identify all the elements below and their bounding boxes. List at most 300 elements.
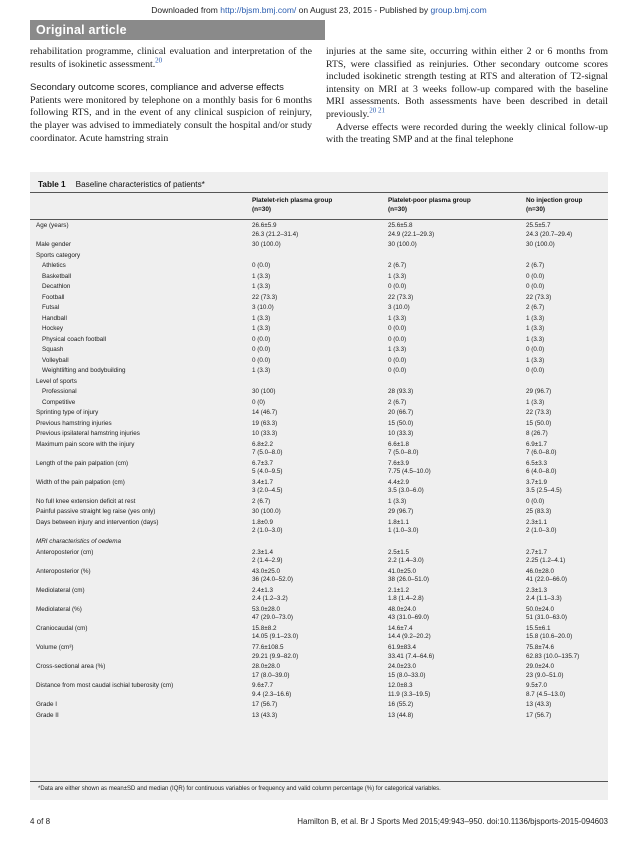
cell-value: 25.6±5.8 [388,222,413,229]
cell-value: 20 (66.7) [388,409,414,417]
cell-value: 75.8±74.6 [526,644,554,651]
row-cell [388,357,406,366]
cell-median: 11.9 (3.3–19.5) [388,690,431,698]
row-cell [526,304,544,313]
cell-median: 33.41 (7.4–64.6) [388,652,435,660]
cell-value: 3.7±1.9 [526,478,547,486]
cell-value: 7.6±3.9 [388,459,409,467]
cell-value: 2 (6.7) [252,497,271,505]
table-title [38,180,205,189]
subheading: Secondary outcome scores, compliance and adverse effects [30,82,284,94]
row-cell [526,336,544,345]
table-rule-bottom [30,781,608,782]
cell-value: 2.7±1.7 [526,548,547,556]
cell-value: 30 (100) [252,388,276,396]
row-label: Squash [42,346,64,354]
cell-value: 1.8±0.9 [252,518,273,526]
row-label: Craniocaudal (cm) [36,624,88,632]
cell-median: 3 (2.0–4.5) [252,487,283,495]
row-label: Volleyball [42,356,69,364]
row-label: Days between injury and intervention (days) [36,518,159,526]
cell-value: 1 (3.3) [388,272,407,280]
row-label: MRI characteristics of oedema [36,538,122,545]
row-cell [526,294,551,303]
row-cell [252,315,270,324]
cell-value: 3 (10.0) [252,304,274,312]
row-cell [252,568,293,585]
cell-value: 4.4±2.9 [388,478,409,486]
row-label: Cross-sectional area (%) [36,663,106,671]
cell-value: 3.4±1.7 [252,478,273,486]
row-cell [526,663,563,680]
header-prp [252,196,332,214]
row-label: Anteroposterior (cm) [36,548,94,556]
cell-value: 0 (0.0) [252,262,271,270]
cell-value: 24.0±23.0 [388,663,416,671]
row-cell [252,498,270,507]
banner-prefix: Downloaded from [151,5,221,15]
cell-value: 0 (0) [252,398,265,406]
cell-value: 13 (44.8) [388,711,414,719]
row-cell [526,325,544,334]
cell-value: 1 (3.3) [388,497,407,505]
cell-value: 2.4±1.3 [252,586,273,594]
cell-value: 1 (3.3) [252,283,271,291]
row-cell [526,283,544,292]
cell-value: 0 (0.0) [252,356,271,364]
section-label: Original article [30,20,325,40]
row-cell [252,409,277,418]
row-label: Futsal [42,304,60,312]
right-column [326,46,608,147]
row-label: Sprinting type of injury [36,409,99,417]
cell-value: 6.6±1.8 [388,440,409,448]
cell-median: 6 (4.0–8.0) [526,468,557,476]
header-prp-n: (n=30) [252,206,272,213]
row-cell [388,701,413,710]
cell-value: 53.0±28.0 [252,605,280,613]
cell-value: 1 (3.3) [526,314,545,322]
left-paragraph-1-text: rehabilitation programme, clinical evaluation and interpretation of the results of isokinetic assessment. [30,46,312,70]
row-cell [388,430,413,439]
row-label: Distance from most caudal ischial tuberosity (cm) [36,682,174,690]
cell-value: 0 (0.0) [388,325,407,333]
cell-value: 26.6±5.9 [252,222,277,229]
cell-median: 2.25 (1.2–4.1) [526,557,566,565]
row-cell [388,682,430,699]
cell-value: 41.0±25.0 [388,567,416,575]
cell-value: 50.0±24.0 [526,605,554,613]
table-caption: Baseline characteristics of patients* [75,180,205,189]
header-ppp-title: Platelet-poor plasma group [388,197,471,204]
cell-value: 0 (0.0) [388,283,407,291]
row-cell [252,325,270,334]
cell-value: 13 (43.3) [526,701,552,709]
cell-value: 1.8±1.1 [388,518,409,526]
cell-value: 17 (56.7) [526,711,552,719]
row-label: Level of sports [36,377,77,385]
cell-value: 17 (56.7) [252,701,278,709]
cell-value: 2.3±1.1 [526,518,547,526]
row-cell [388,315,406,324]
cell-value: 0 (0.0) [252,346,271,354]
row-label: Length of the pain palpation (cm) [36,459,129,467]
cell-median: 26.3 (21.2–31.4) [252,230,299,238]
citation: Hamilton B, et al. Br J Sports Med 2015;49:943–950. doi:10.1136/bjsports-2015-094603 [297,817,608,826]
cell-value: 0 (0.0) [252,335,271,343]
row-label: Age (years) [36,222,69,229]
row-cell [252,712,277,721]
cell-median: 29.21 (9.9–82.0) [252,652,299,660]
cell-value: 9.5±7.0 [526,682,547,690]
row-label: Anteroposterior (%) [36,567,91,575]
cell-value: 25.5±5.7 [526,222,551,229]
publisher-link[interactable]: group.bmj.com [430,5,487,15]
row-cell [252,241,281,250]
right-paragraph-1-text: injuries at the same site, occurring within either 2 or 6 months from RTS, were classified as reinjuries. Other secondary outcome scores included isokinetic strength testing at RTS and alteration of T2-signal intensity on MRI at 3 weeks follow-up compared with the baseline MRI assessments. Both assessments have been described in detail previously. [326,46,608,120]
row-cell [388,625,431,642]
row-cell [526,712,551,721]
row-cell [388,409,413,418]
cell-value: 0 (0.0) [526,283,545,291]
cell-value: 61.9±83.4 [388,644,416,651]
cell-value: 1 (3.3) [388,314,407,322]
cell-value: 16 (55.2) [388,701,414,709]
row-cell [252,587,288,604]
cell-value: 1 (3.3) [252,367,271,375]
cell-value: 30 (100.0) [526,241,555,249]
cell-value: 29.0±24.0 [526,663,554,671]
row-cell [388,399,406,408]
cell-value: 2.3±1.3 [526,586,547,594]
cell-value: 43.0±25.0 [252,567,280,575]
cell-value: 2.5±1.5 [388,548,409,556]
cell-median: 8.7 (4.5–13.0) [526,690,566,698]
cell-value: 30 (100.0) [252,508,281,516]
row-cell [526,606,567,623]
row-cell [526,498,544,507]
row-cell [252,222,298,239]
table-rule-header [30,219,608,220]
row-cell [388,304,410,313]
cell-value: 22 (73.3) [252,293,278,301]
left-paragraph-1 [30,46,312,71]
cell-median: 43 (31.0–69.0) [388,614,429,622]
cell-median: 2 (1.0–3.0) [252,527,283,535]
row-cell [252,336,270,345]
header-noinj-title: No injection group [526,197,583,204]
row-cell [388,241,417,250]
row-cell [388,294,413,303]
row-cell [252,367,270,376]
row-cell [252,430,277,439]
row-cell [252,399,265,408]
cell-value: 2.3±1.4 [252,548,273,556]
header-ppp [388,196,471,214]
cell-median: 41 (22.0–66.0) [526,576,567,584]
row-label: Previous hamstring injuries [36,419,112,427]
row-cell [526,519,556,536]
row-cell [388,479,424,496]
row-cell [388,519,418,536]
cell-median: 2 (1.4–2.9) [252,557,283,565]
header-noinj-n: (n=30) [526,206,546,213]
row-cell [526,388,551,397]
cell-value: 1 (3.3) [526,325,545,333]
cell-value: 15.8±8.2 [252,624,277,632]
row-cell [388,568,429,585]
row-cell [388,336,406,345]
row-label: Athletics [42,262,66,270]
cell-value: 77.6±108.5 [252,644,284,651]
cell-value: 30 (100.0) [252,241,281,249]
cell-value: 25 (83.3) [526,508,552,516]
cell-value: 8 (26.7) [526,430,548,438]
row-cell [526,460,556,477]
row-cell [388,273,406,282]
row-cell [252,304,274,313]
cell-value: 2 (6.7) [526,304,545,312]
table-footnote: *Data are either shown as mean±SD and median (IQR) for continuous variables or frequency and valid column percentage (%) for categorical variables. [38,786,441,792]
row-label: Professional [42,388,77,396]
row-cell [388,712,413,721]
cell-median: 24.9 (22.1–29.3) [388,230,435,238]
cell-median: 62.83 (10.0–135.7) [526,652,580,660]
cell-median: 7 (6.0–8.0) [526,449,557,457]
row-cell [526,682,565,699]
row-cell [252,388,275,397]
row-cell [526,568,567,585]
cell-median: 2.4 (1.2–3.2) [252,595,288,603]
right-paragraph-2: Adverse effects were recorded during the weekly clinical follow-up with the treating SMP and at the final telephone [326,121,608,146]
cell-median: 9.4 (2.3–16.6) [252,690,292,698]
row-label: Handball [42,314,67,322]
cell-value: 1 (3.3) [252,272,271,280]
row-cell [526,420,551,429]
row-label: Mediolateral (%) [36,605,82,613]
reference-link[interactable]: 20 [155,56,163,65]
row-cell [252,262,270,271]
cell-value: 19 (63.3) [252,419,278,427]
cell-median: 17 (8.0–39.0) [252,671,290,679]
row-cell [388,388,413,397]
row-label: Male gender [36,241,72,249]
cell-value: 28 (93.3) [388,388,414,396]
cell-value: 48.0±24.0 [388,605,416,613]
row-label: Sports category [36,251,81,259]
cell-value: 0 (0.0) [526,272,545,280]
cell-value: 1 (3.3) [388,346,407,354]
row-cell [526,441,556,458]
cell-value: 0 (0.0) [526,367,545,375]
cell-value: 9.6±7.7 [252,682,273,690]
row-cell [388,663,425,680]
cell-value: 22 (73.3) [388,293,414,301]
cell-median: 15 (8.0–33.0) [388,671,426,679]
row-cell [252,283,270,292]
row-cell [526,508,551,517]
cell-median: 2.4 (1.1–3.3) [526,595,562,603]
row-label: Hockey [42,325,63,333]
cell-value: 3 (10.0) [388,304,410,312]
cell-value: 15.5±6.1 [526,624,551,632]
row-cell [388,498,406,507]
row-cell [388,222,434,239]
row-label: Physical coach football [42,335,107,343]
row-cell [526,346,544,355]
cell-value: 30 (100.0) [388,241,417,249]
cell-median: 1.8 (1.4–2.8) [388,595,424,603]
row-label: Maximum pain score with the injury [36,440,135,448]
cell-value: 14.6±7.4 [388,624,413,632]
row-label: Decathlon [42,283,71,291]
row-cell [252,294,277,303]
row-cell [252,508,281,517]
row-cell [252,441,282,458]
cell-median: 2 (1.0–3.0) [526,527,557,535]
cell-median: 7 (5.0–8.0) [252,449,283,457]
row-cell [388,606,429,623]
row-cell [526,357,544,366]
cell-value: 22 (73.3) [526,409,552,417]
row-cell [526,367,544,376]
cell-value: 2.1±1.2 [388,586,409,594]
cell-value: 46.0±28.0 [526,567,554,575]
cell-value: 29 (96.7) [388,508,414,516]
baseline-table [30,172,608,800]
row-cell [526,409,551,418]
row-cell [388,549,424,566]
cell-value: 15 (50.0) [526,419,552,427]
cell-value: 10 (33.3) [252,430,278,438]
row-cell [388,262,406,271]
cell-median: 7.75 (4.5–10.0) [388,468,431,476]
row-cell [388,508,413,517]
cell-median: 15.8 (10.6–20.0) [526,633,573,641]
row-cell [526,262,544,271]
cell-value: 0 (0.0) [388,356,407,364]
page-number: 4 of 8 [30,817,51,826]
row-cell [388,346,406,355]
cell-value: 14 (46.7) [252,409,278,417]
row-label: Width of the pain palpation (cm) [36,478,125,486]
row-cell [526,315,544,324]
cell-value: 6.9±1.7 [526,440,547,448]
cell-value: 28.0±28.0 [252,663,280,671]
cell-median: 38 (26.0–51.0) [388,576,429,584]
cell-value: 2 (6.7) [388,262,407,270]
row-cell [252,549,282,566]
row-cell [252,346,270,355]
download-banner [0,5,638,15]
journal-link[interactable]: http://bjsm.bmj.com/ [220,5,297,15]
cell-value: 1 (3.3) [252,325,271,333]
row-cell [252,663,289,680]
row-cell [252,682,291,699]
row-cell [526,273,544,282]
cell-value: 1 (3.3) [526,356,545,364]
cell-median: 23 (9.0–51.0) [526,671,564,679]
header-ppp-n: (n=30) [388,206,408,213]
row-cell [252,625,298,642]
row-label: Grade I [36,701,57,709]
row-cell [526,625,572,642]
row-cell [388,460,431,477]
row-label: Painful passive straight leg raise (yes only) [36,508,156,516]
row-cell [252,606,293,623]
cell-value: 29 (96.7) [526,388,552,396]
table-rule-top [30,192,608,193]
row-label: Volume (cm³) [36,644,74,651]
reference-link[interactable]: 20 21 [369,106,385,115]
row-label: Mediolateral (cm) [36,586,85,594]
cell-median: 14.4 (9.2–20.2) [388,633,431,641]
row-cell [526,549,565,566]
row-cell [526,587,562,604]
row-cell [252,357,270,366]
row-label: Basketball [42,272,72,280]
cell-value: 0 (0.0) [388,367,407,375]
row-cell [526,222,572,239]
row-cell [252,519,282,536]
cell-value: 1 (3.3) [252,314,271,322]
row-cell [252,420,277,429]
row-label: Football [42,293,65,301]
row-cell [388,644,434,661]
row-cell [388,587,424,604]
row-label: Weightlifting and bodybuilding [42,367,126,375]
row-cell [252,479,282,496]
row-cell [526,701,551,710]
right-paragraph-1 [326,46,608,122]
cell-median: 24.3 (20.7–29.4) [526,230,573,238]
row-cell [252,644,298,661]
row-cell [388,420,413,429]
row-cell [252,701,277,710]
row-label: Grade II [36,711,59,719]
row-cell [388,325,406,334]
row-label: No full knee extension deficit at rest [36,497,136,505]
row-cell [388,441,418,458]
cell-median: 5 (4.0–9.5) [252,468,283,476]
cell-median: 36 (24.0–52.0) [252,576,293,584]
row-label: Competitive [42,398,76,406]
cell-median: 3.5 (2.5–4.5) [526,487,562,495]
cell-value: 1 (3.3) [526,335,545,343]
cell-value: 12.0±8.3 [388,682,413,690]
header-prp-title: Platelet-rich plasma group [252,197,333,204]
cell-value: 22 (73.3) [526,293,552,301]
cell-value: 1 (3.3) [526,398,545,406]
cell-value: 2 (6.7) [388,398,407,406]
row-cell [252,460,282,477]
cell-value: 2 (6.7) [526,262,545,270]
row-cell [526,399,544,408]
left-paragraph-2: Patients were monitored by telephone on a monthly basis for 6 months following RTS, and in the event of any clinical suspicion of reinjury, the player was advised to immediately consult the hospital and/or study coordinator. Acute hamstring strain [30,94,312,144]
row-cell [526,430,548,439]
cell-median: 2.2 (1.4–3.0) [388,557,424,565]
cell-median: 3.5 (3.0–6.0) [388,487,424,495]
row-label: Previous ipsilateral hamstring injuries [36,430,140,438]
cell-median: 51 (31.0–63.0) [526,614,567,622]
row-cell [388,367,406,376]
cell-median: 1 (1.0–3.0) [388,527,419,535]
cell-median: 47 (29.0–73.0) [252,614,293,622]
row-cell [526,241,555,250]
cell-value: 13 (43.3) [252,711,278,719]
cell-value: 6.8±2.2 [252,440,273,448]
cell-median: 7 (5.0–8.0) [388,449,419,457]
